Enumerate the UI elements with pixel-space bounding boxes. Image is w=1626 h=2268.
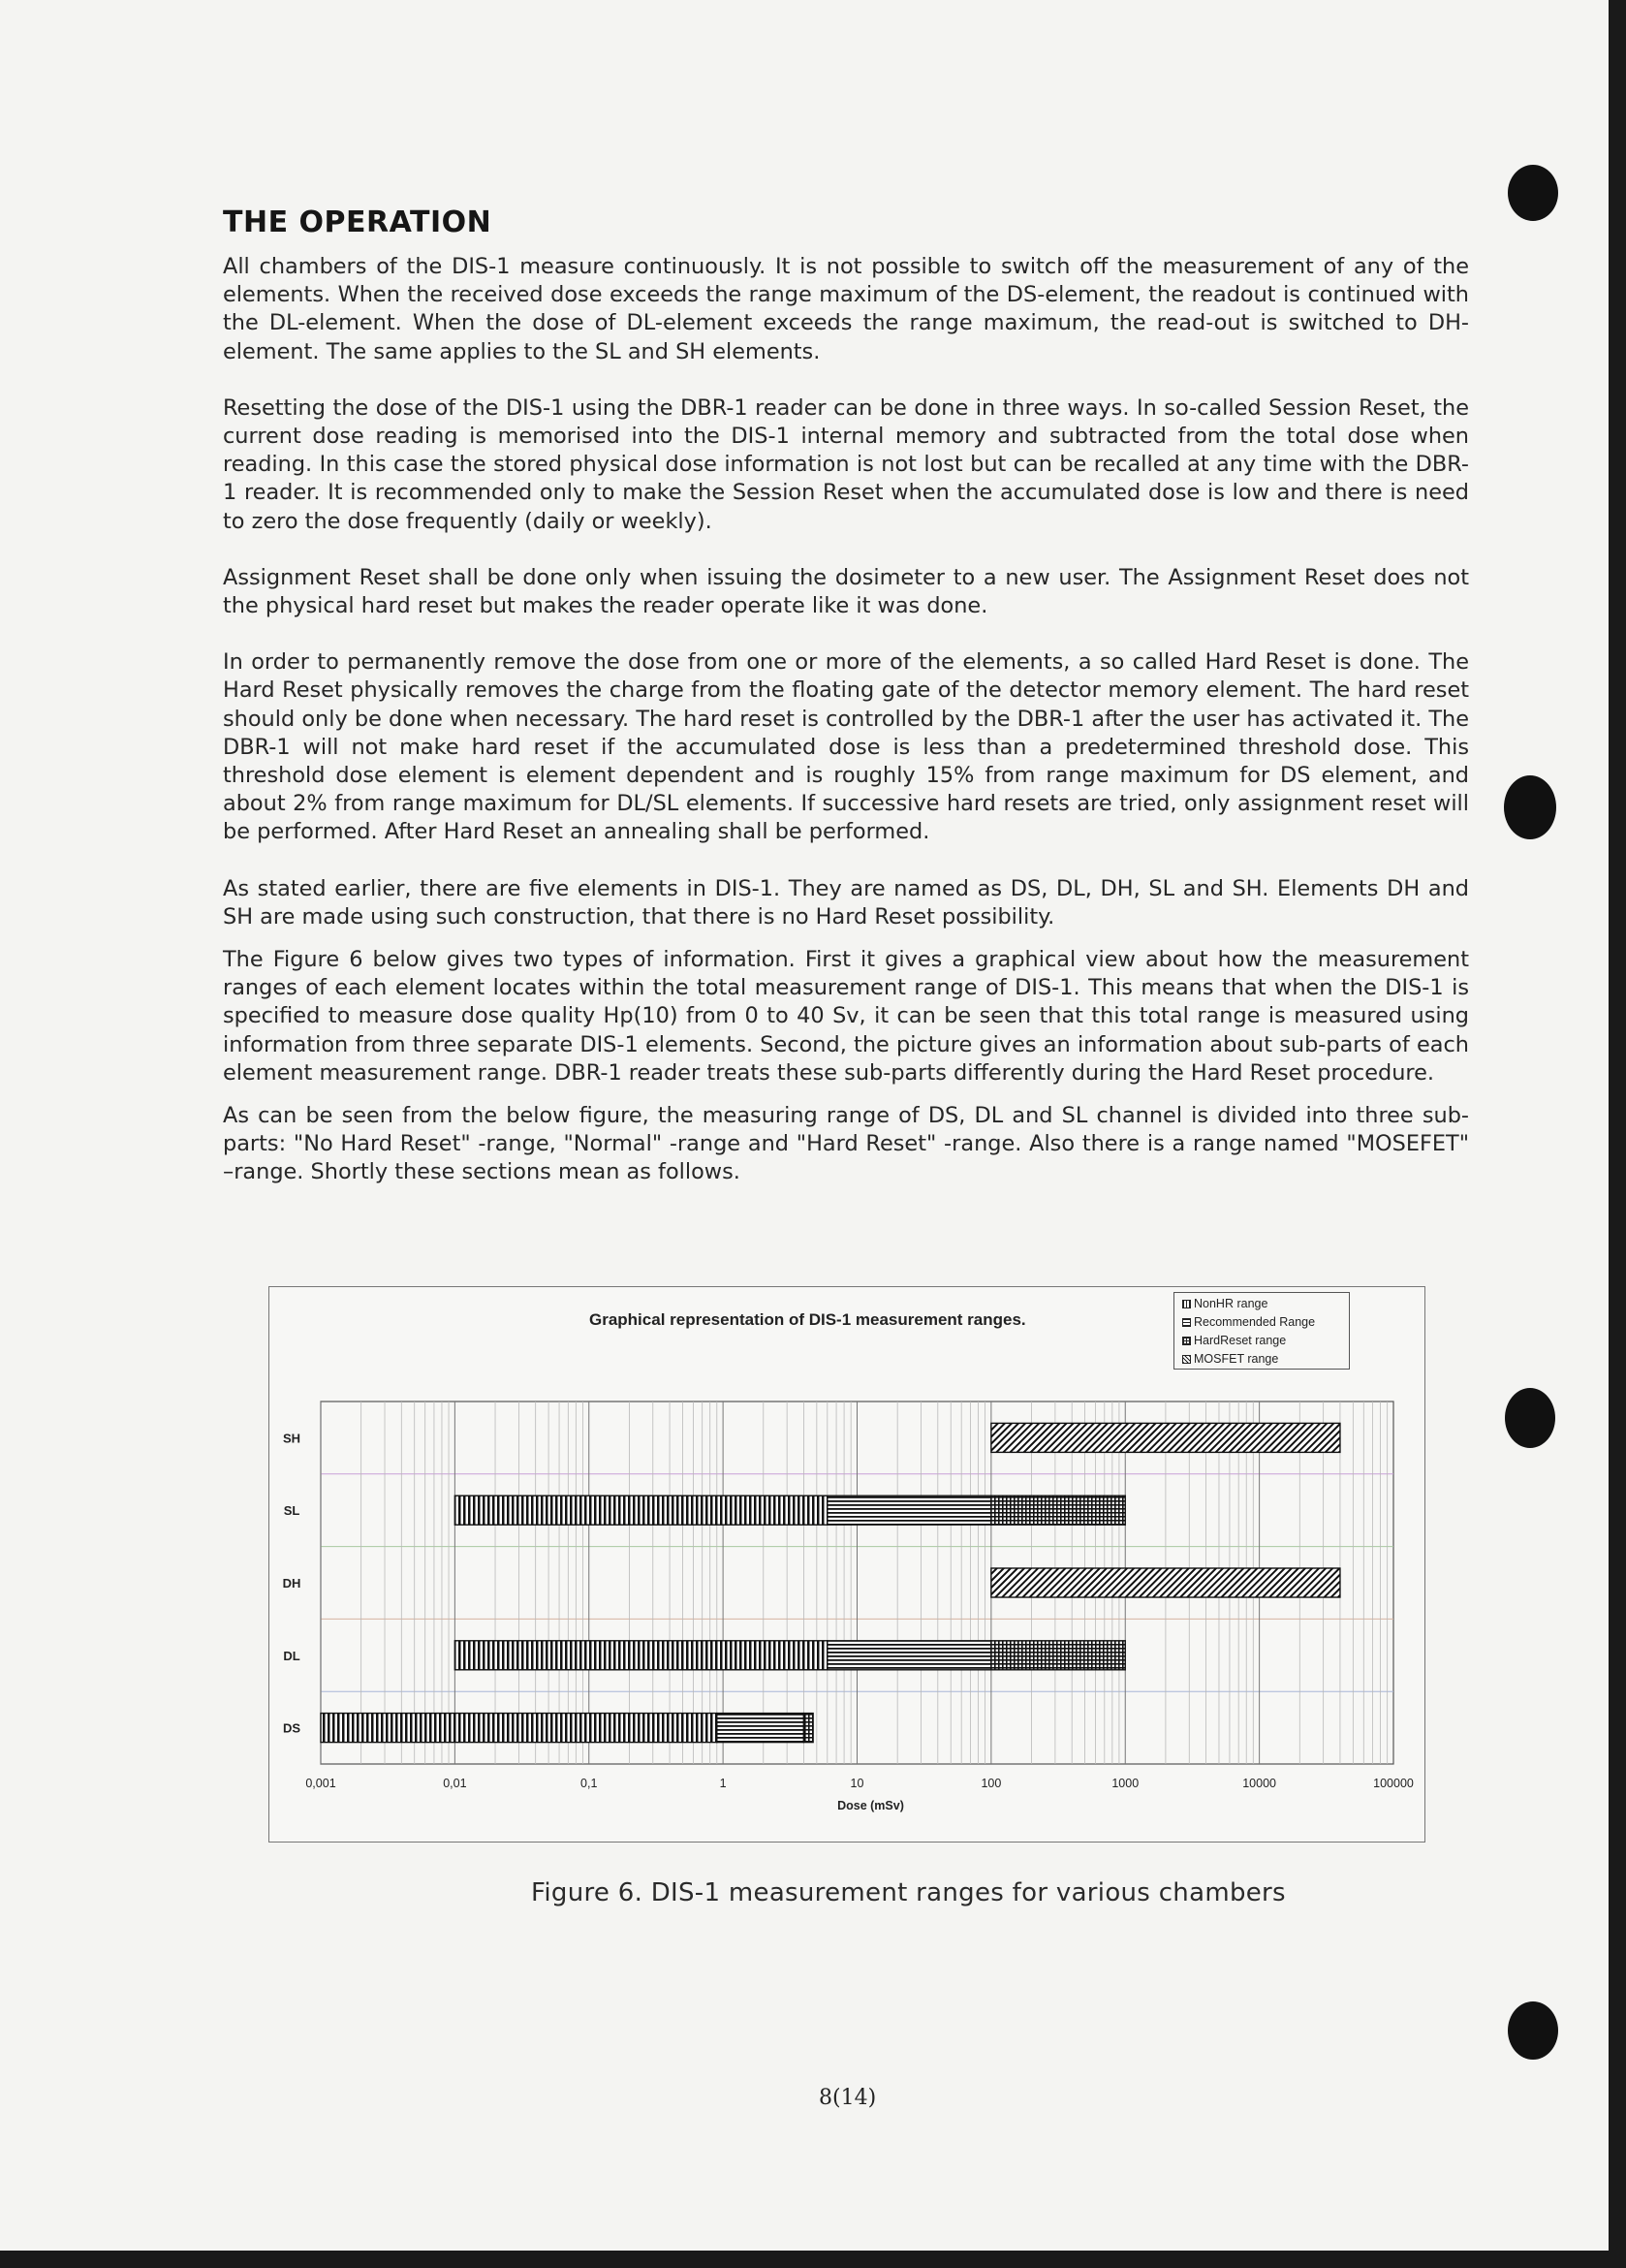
legend-label: NonHR range [1194, 1297, 1268, 1310]
bar-sl-hardreset-range [991, 1496, 1125, 1525]
bar-ds-nonhr-range [321, 1714, 717, 1743]
x-axis-label: Dose (mSv) [837, 1799, 904, 1812]
page-number: 8(14) [819, 2086, 877, 2110]
paragraph-1: All chambers of the DIS-1 measure continuously. It is not possible to switch off the measurement of any of the elements. When the received dose exceeds the range maximum of the DS-element, the readout is continued with the DL-element. When the dose of DL-element exceeds the range maximum, the read-out is switched to DH-element. The same applies to the SL and SH elements. [223, 254, 1469, 364]
x-tick-label: 100000 [1373, 1777, 1414, 1790]
main-text [223, 205, 1469, 1187]
x-tick-label: 100 [981, 1777, 1002, 1790]
chart-title: Graphical representation of DIS-1 measurement ranges. [589, 1310, 1026, 1329]
x-tick-label: 10000 [1242, 1777, 1277, 1790]
x-tick-label: 10 [850, 1777, 864, 1790]
x-tick-label: 0,01 [443, 1777, 467, 1790]
punch-hole-2 [1504, 775, 1556, 839]
bar-ds-hardreset-range [803, 1714, 813, 1743]
paragraph-2: Resetting the dose of the DIS-1 using the DBR-1 reader can be done in three ways. In so-called Session Reset, the current dose reading is memorised into the DIS-1 internal memory and subtracted from the total dose when reading. In this case the stored physical dose information is not lost but can be recalled at any time with the DBR-1 reader. It is recommended only to make the Session Reset when the accumulated dose is low and there is need to zero the dose frequently (daily or weekly). [223, 394, 1469, 534]
punch-hole-1 [1508, 165, 1558, 221]
scan-border-bottom [0, 2251, 1626, 2268]
bar-dh-mosfet-range [991, 1568, 1340, 1597]
scan-border-right [1609, 0, 1626, 2268]
legend-label: MOSFET range [1194, 1352, 1279, 1366]
bar-dl-recommended-range [828, 1641, 991, 1670]
legend-label: Recommended Range [1194, 1315, 1316, 1329]
legend-label: HardReset range [1194, 1334, 1287, 1347]
category-label-sl: SL [283, 1503, 300, 1519]
section-heading: THE OPERATION [223, 205, 492, 239]
category-label-sh: SH [282, 1431, 301, 1446]
bar-sl-recommended-range [828, 1496, 991, 1525]
figure-caption: Figure 6. DIS-1 measurement ranges for various chambers [531, 1878, 1286, 1907]
bar-ds-recommended-range [717, 1714, 804, 1743]
punch-hole-4 [1508, 2001, 1558, 2060]
paragraph-7: As can be seen from the below figure, the measuring range of DS, DL and SL channel is divided into three sub-parts: "No Hard Reset" -range, "Normal" -range and "Hard Reset" -range. Also there is a range named "MOSEFET" –range. Shortly these sections mean as follows. [223, 1103, 1469, 1185]
chart-plot [269, 1287, 1424, 1842]
paragraph-6: The Figure 6 below gives two types of information. First it gives a graphical view about how the measurement ranges of each element locates within the total measurement range of DIS-1. This means that when the DIS-1 is specified to measure dose quality Hp(10) from 0 to 40 Sv, it can be seen that this total range is measured using information from three separate DIS-1 elements. Second, the picture gives an information about sub-parts of each element measurement range. DBR-1 reader treats these sub-parts differently during the Hard Reset procedure. [223, 947, 1469, 1086]
paragraph-3: Assignment Reset shall be done only when issuing the dosimeter to a new user. The Assignment Reset does not the physical hard reset but makes the reader operate like it was done. [223, 564, 1469, 619]
bar-dl-hardreset-range [991, 1641, 1125, 1670]
measurement-range-chart [268, 1286, 1425, 1843]
category-label-dh: DH [282, 1576, 301, 1591]
x-tick-label: 1 [719, 1777, 727, 1790]
category-label-dl: DL [283, 1648, 300, 1663]
x-tick-label: 0,001 [305, 1777, 336, 1790]
x-tick-label: 0,1 [580, 1777, 598, 1790]
bar-sh-mosfet-range [991, 1423, 1340, 1452]
category-label-ds: DS [282, 1720, 301, 1736]
bar-sl-nonhr-range [454, 1496, 827, 1525]
bar-dl-nonhr-range [454, 1641, 827, 1670]
x-tick-label: 1000 [1111, 1777, 1140, 1790]
punch-hole-3 [1505, 1388, 1555, 1448]
paragraph-5: As stated earlier, there are five elements in DIS-1. They are named as DS, DL, DH, SL and SH. Elements DH and SH are made using such construction, that there is no Hard Reset possibility. [223, 875, 1469, 929]
paragraph-4: In order to permanently remove the dose from one or more of the elements, a so called Hard Reset is done. The Hard Reset physically removes the charge from the floating gate of the detector memory element. The hard reset should only be done when necessary. The hard reset is controlled by the DBR-1 after the user has activated it. The DBR-1 will not make hard reset if the accumulated dose is less than a predetermined threshold dose. This threshold dose element is element dependent and is roughly 15% from range maximum for DS element, and about 2% from range maximum for DL/SL elements. If successive hard resets are tried, only assignment reset will be performed. After Hard Reset an annealing shall be performed. [223, 649, 1469, 845]
